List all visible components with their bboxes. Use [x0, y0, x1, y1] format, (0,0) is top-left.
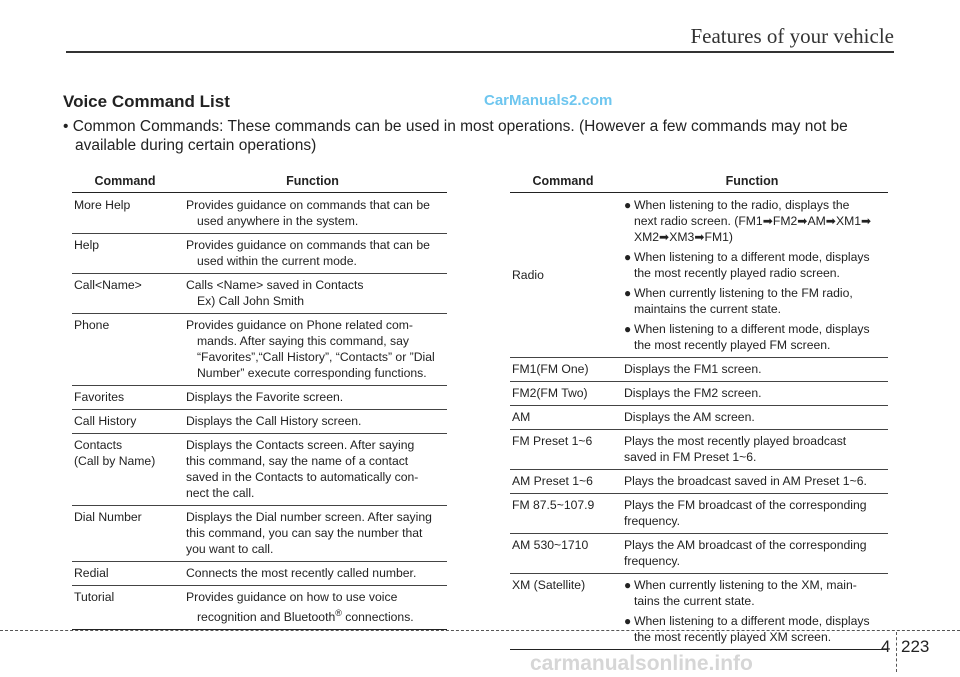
function-cell: Connects the most recently called number.: [178, 561, 447, 585]
voice-command-table-left: [72, 172, 447, 630]
command-cell: Radio: [510, 192, 616, 357]
table-row: [510, 469, 888, 493]
bullet-item: ● When listening to a different mode, displays the most recently played XM screen.: [624, 613, 870, 644]
bullet-item: ● When listening to a different mode, displays the most recently played FM screen.: [624, 321, 870, 352]
command-cell: Call History: [72, 409, 178, 433]
bullet-item: ● When listening to the radio, displays the next radio screen. (FM1➡FM2➡AM➡XM1➡ XM2➡XM3➡FM1): [624, 197, 872, 244]
column-header-command: Command: [510, 172, 616, 192]
watermark-link[interactable]: CarManuals2.com: [484, 92, 613, 109]
function-cell: Provides guidance on Phone related com- mands. After saying this command, say “Favorites”,“Call History”, “Contacts” or ”Dial Number” execute corresponding functions.: [178, 313, 447, 385]
table-row: [72, 233, 447, 273]
function-cell: Displays the AM screen.: [616, 405, 888, 429]
table-row: [510, 381, 888, 405]
command-cell: AM Preset 1~6: [510, 469, 616, 493]
function-cell: Displays the Dial number screen. After saying this command, you can say the number that you want to call.: [178, 505, 447, 561]
intro-line-1: • Common Commands: These commands can be used in most operations. (However a few commands may not be: [63, 118, 848, 135]
table-row: [72, 313, 447, 385]
table-row: [510, 192, 888, 357]
command-cell: Contacts (Call by Name): [72, 433, 178, 505]
command-cell: Tutorial: [72, 585, 178, 629]
function-cell: Displays the Contacts screen. After saying this command, say the name of a contact saved in the Contacts to automatically con- nect the call.: [178, 433, 447, 505]
table-row: [72, 409, 447, 433]
column-header-function: Function: [178, 172, 447, 192]
function-cell: Plays the most recently played broadcast saved in FM Preset 1~6.: [616, 429, 888, 469]
table-row: [510, 405, 888, 429]
column-header-function: Function: [616, 172, 888, 192]
watermark-bottom: carmanualsonline.info: [530, 652, 753, 675]
function-cell: Provides guidance on how to use voice recognition and Bluetooth® connections.: [178, 585, 447, 629]
bullet-item: ● When currently listening to the XM, main- tains the current state.: [624, 577, 857, 608]
page-header-title: Features of your vehicle: [690, 24, 894, 48]
bullet-item: ● When listening to a different mode, displays the most recently played radio screen.: [624, 249, 870, 280]
command-cell: AM: [510, 405, 616, 429]
page-number-divider: [896, 632, 897, 672]
section-title: Voice Command List: [63, 92, 230, 111]
table-row: [510, 533, 888, 573]
function-cell: Plays the broadcast saved in AM Preset 1~6.: [616, 469, 888, 493]
function-cell: Plays the FM broadcast of the corresponding frequency.: [616, 493, 888, 533]
intro-line-2: available during certain operations): [75, 137, 317, 154]
table-row: [72, 433, 447, 505]
table-row: [510, 429, 888, 469]
function-cell: Displays the FM2 screen.: [616, 381, 888, 405]
table-header-row: [72, 172, 447, 192]
table-row: [72, 505, 447, 561]
command-cell: FM 87.5~107.9: [510, 493, 616, 533]
table-row: [72, 561, 447, 585]
function-cell: Displays the Call History screen.: [178, 409, 447, 433]
function-cell: Plays the AM broadcast of the corresponding frequency.: [616, 533, 888, 573]
command-cell: Favorites: [72, 385, 178, 409]
page-number: 223: [901, 637, 930, 656]
table-row: [510, 357, 888, 381]
command-cell: FM1(FM One): [510, 357, 616, 381]
function-cell: Provides guidance on commands that can be used anywhere in the system.: [178, 192, 447, 233]
table-row: [72, 192, 447, 233]
function-cell: [616, 573, 888, 649]
function-cell: [616, 192, 888, 357]
column-header-command: Command: [72, 172, 178, 192]
command-cell: AM 530~1710: [510, 533, 616, 573]
command-cell: Dial Number: [72, 505, 178, 561]
command-cell: Phone: [72, 313, 178, 385]
command-cell: Call<Name>: [72, 273, 178, 313]
table-row: [510, 573, 888, 649]
command-cell: Redial: [72, 561, 178, 585]
registered-mark: ®: [335, 607, 342, 618]
table-row: [72, 385, 447, 409]
function-cell: Displays the Favorite screen.: [178, 385, 447, 409]
table-row: [72, 273, 447, 313]
function-cell: Provides guidance on commands that can be used within the current mode.: [178, 233, 447, 273]
header-rule: [66, 51, 894, 53]
footer-rule: [0, 630, 960, 631]
chapter-number: 4: [881, 637, 891, 656]
function-cell: Calls <Name> saved in Contacts Ex) Call John Smith: [178, 273, 447, 313]
command-cell: FM2(FM Two): [510, 381, 616, 405]
table-row: [72, 585, 447, 629]
intro-paragraph: [63, 117, 895, 155]
bullet-item: ● When currently listening to the FM radio, maintains the current state.: [624, 285, 853, 316]
table-row: [510, 493, 888, 533]
command-cell: Help: [72, 233, 178, 273]
command-cell: More Help: [72, 192, 178, 233]
command-cell: XM (Satellite): [510, 573, 616, 649]
command-cell: FM Preset 1~6: [510, 429, 616, 469]
table-header-row: [510, 172, 888, 192]
function-cell: Displays the FM1 screen.: [616, 357, 888, 381]
voice-command-table-right: [510, 172, 888, 650]
